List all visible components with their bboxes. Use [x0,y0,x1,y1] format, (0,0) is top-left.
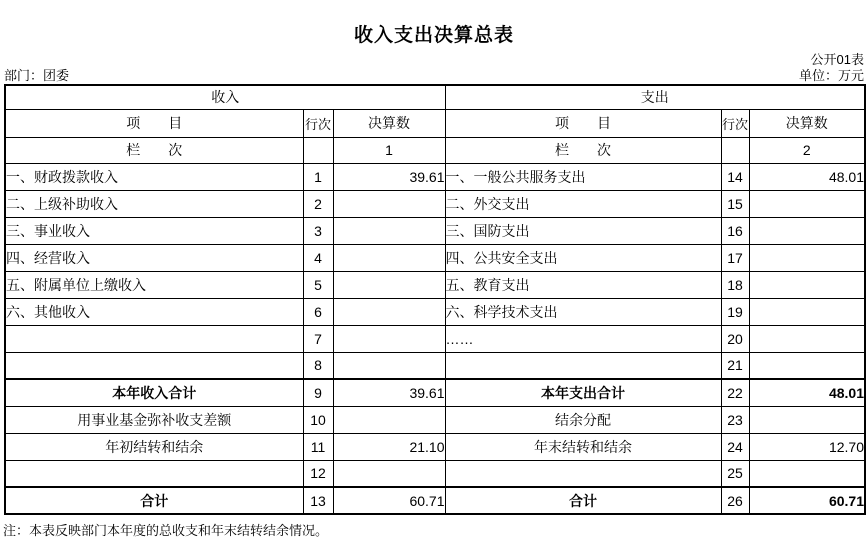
item-cell: 三、国防支出 [445,217,721,244]
amount-cell [749,244,865,271]
row-number-cell: 24 [721,433,749,460]
income-index-spacer [303,137,333,163]
amount-cell: 39.61 [333,379,445,406]
amount-cell [333,244,445,271]
row-number-cell: 3 [303,217,333,244]
table-row [5,352,865,379]
amount-cell [333,271,445,298]
column-index-row [5,137,865,163]
item-cell: 六、其他收入 [5,298,303,325]
item-cell [445,460,721,487]
amount-cell: 21.10 [333,433,445,460]
row-number-cell: 9 [303,379,333,406]
income-item-column-header: 项 目 [5,109,303,137]
table-row [5,406,865,433]
income-rowno-column-header: 行次 [303,109,333,137]
amount-cell [333,217,445,244]
page-title: 收入支出决算总表 [353,25,514,46]
row-number-cell: 19 [721,298,749,325]
income-amount-column-header: 决算数 [333,109,445,137]
amount-cell [333,406,445,433]
expense-index-spacer [721,137,749,163]
item-cell [5,352,303,379]
row-number-cell: 22 [721,379,749,406]
amount-cell [749,298,865,325]
income-index-label: 栏 次 [5,137,303,163]
item-cell: 合计 [5,487,303,514]
row-number-cell: 13 [303,487,333,514]
amount-cell [749,352,865,379]
item-cell [5,325,303,352]
row-number-cell: 1 [303,163,333,190]
row-number-cell: 21 [721,352,749,379]
table-code: 公开01表 [810,52,864,67]
amount-cell: 60.71 [749,487,865,514]
amount-cell [749,271,865,298]
amount-cell: 48.01 [749,379,865,406]
row-number-cell: 15 [721,190,749,217]
item-cell: 年初结转和结余 [5,433,303,460]
row-number-cell: 2 [303,190,333,217]
item-cell [445,352,721,379]
amount-cell: 60.71 [333,487,445,514]
item-cell: 二、上级补助收入 [5,190,303,217]
item-cell: 二、外交支出 [445,190,721,217]
section-header-row [5,85,865,109]
item-cell: 五、附属单位上缴收入 [5,271,303,298]
unit-label: 单位：万元 [798,68,864,83]
item-cell: 一、一般公共服务支出 [445,163,721,190]
row-number-cell: 16 [721,217,749,244]
row-number-cell: 8 [303,352,333,379]
row-number-cell: 14 [721,163,749,190]
row-number-cell: 7 [303,325,333,352]
expense-item-column-header: 项 目 [445,109,721,137]
expense-column-index: 2 [749,137,865,163]
table-row [5,433,865,460]
row-number-cell: 11 [303,433,333,460]
item-cell: 本年支出合计 [445,379,721,406]
table-row [5,190,865,217]
income-section-header: 收入 [5,85,445,109]
item-cell: 五、教育支出 [445,271,721,298]
row-number-cell: 25 [721,460,749,487]
item-cell: 四、公共安全支出 [445,244,721,271]
amount-cell [333,190,445,217]
budget-summary-table [4,84,866,515]
table-row [5,271,865,298]
table-row [5,163,865,190]
table-body [5,163,865,514]
item-cell: …… [445,325,721,352]
amount-cell [749,460,865,487]
expense-amount-column-header: 决算数 [749,109,865,137]
table-row [5,325,865,352]
item-cell: 四、经营收入 [5,244,303,271]
item-cell: 本年收入合计 [5,379,303,406]
row-number-cell: 23 [721,406,749,433]
table-row [5,217,865,244]
item-cell: 三、事业收入 [5,217,303,244]
expense-rowno-column-header: 行次 [721,109,749,137]
row-number-cell: 26 [721,487,749,514]
department-label: 部门：团委 [4,68,70,83]
row-number-cell: 6 [303,298,333,325]
amount-cell [333,298,445,325]
row-number-cell: 17 [721,244,749,271]
income-column-index: 1 [333,137,445,163]
amount-cell: 39.61 [333,163,445,190]
amount-cell [749,406,865,433]
row-number-cell: 10 [303,406,333,433]
row-number-cell: 18 [721,271,749,298]
amount-cell: 12.70 [749,433,865,460]
table-row [5,379,865,406]
item-cell: 结余分配 [445,406,721,433]
amount-cell [333,352,445,379]
table-row [5,460,865,487]
meta-row [0,68,868,84]
row-number-cell: 5 [303,271,333,298]
item-cell: 一、财政拨款收入 [5,163,303,190]
footnote: 注：本表反映部门本年度的总收支和年末结转结余情况。 [3,523,329,538]
amount-cell [749,217,865,244]
table-row [5,487,865,514]
row-number-cell: 12 [303,460,333,487]
item-cell [5,460,303,487]
table-row [5,298,865,325]
row-number-cell: 20 [721,325,749,352]
item-cell: 用事业基金弥补收支差额 [5,406,303,433]
item-cell: 合计 [445,487,721,514]
expense-section-header: 支出 [445,85,865,109]
amount-cell [749,325,865,352]
amount-cell: 48.01 [749,163,865,190]
item-cell: 年末结转和结余 [445,433,721,460]
amount-cell [749,190,865,217]
item-cell: 六、科学技术支出 [445,298,721,325]
expense-index-label: 栏 次 [445,137,721,163]
row-number-cell: 4 [303,244,333,271]
amount-cell [333,325,445,352]
column-header-row [5,109,865,137]
table-row [5,244,865,271]
amount-cell [333,460,445,487]
